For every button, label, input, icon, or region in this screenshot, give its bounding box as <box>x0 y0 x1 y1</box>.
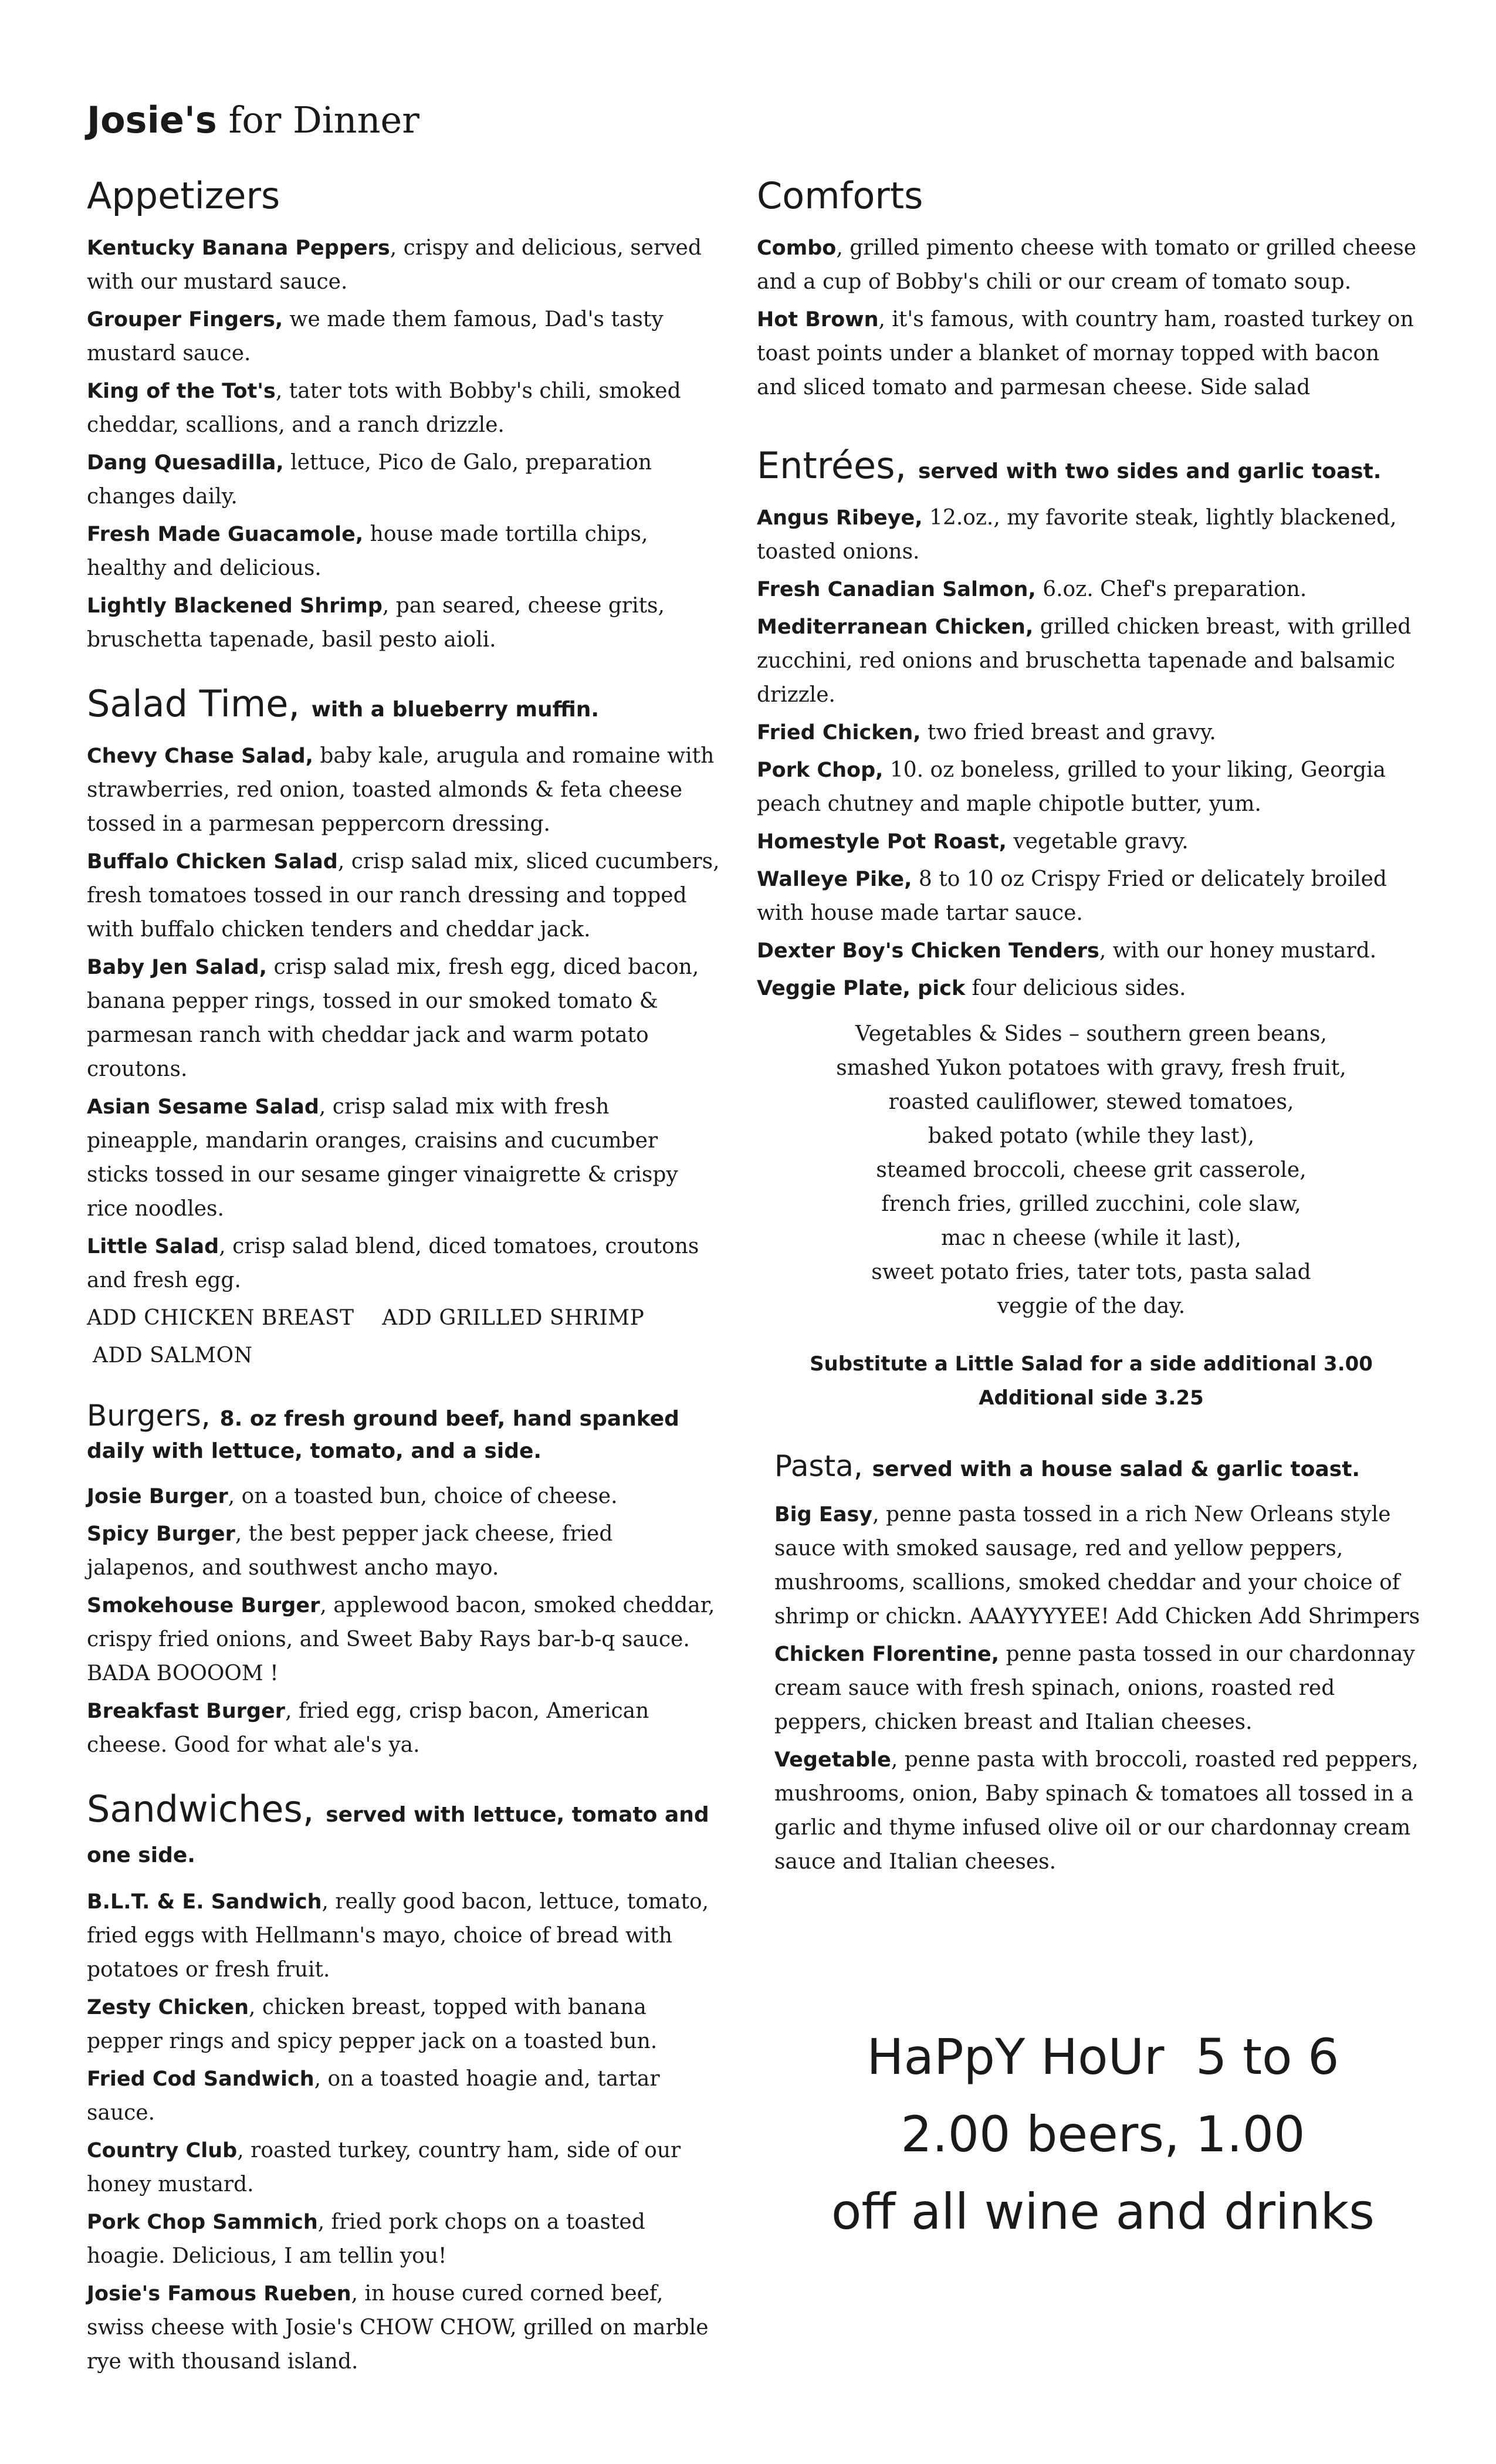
menu-item <box>87 446 720 514</box>
menu-item <box>87 1480 720 1514</box>
menu-item-name: Fresh Canadian Salmon, <box>757 578 1036 602</box>
addons-line: ADD SALMON <box>93 1343 253 1368</box>
section-heading <box>87 176 720 216</box>
menu-item-name: Pork Chop Sammich <box>87 2210 318 2234</box>
menu-item-description: , it's famous, with country ham, roasted turkey on toast points under a blanket of mornay topped with bacon and sliced tomato and parmesan cheese. Side salad <box>757 307 1414 400</box>
heading-subtitle: with a blueberry muffin. <box>311 698 600 722</box>
menu-item-name: Fresh Made Guacamole, <box>87 523 364 547</box>
entrees-list <box>757 501 1426 1006</box>
menu-item-name: Smokehouse Burger <box>87 1594 320 1618</box>
menu-item-name: Vegetable <box>774 1748 891 1772</box>
menu-item-description: , really good bacon, lettuce, tomato, fried eggs with Hellmann's mayo, choice of bread with potatoes or fresh fruit. <box>87 1889 709 1982</box>
left-column <box>87 176 720 2406</box>
page-subtitle: for Dinner <box>228 99 419 141</box>
addons-line: ADD CHICKEN BREAST ADD GRILLED SHRIMP <box>87 1306 645 1331</box>
menu-item-description: , in house cured corned beef, swiss cheese with Josie's CHOW CHOW, grilled on marble rye with thousand island. <box>87 2281 709 2374</box>
menu-item-name: Josie's Famous Rueben <box>87 2282 351 2306</box>
note-line: Additional side 3.25 <box>979 1386 1204 1410</box>
menu-item-name: Grouper Fingers, <box>87 308 283 332</box>
menu-item <box>757 610 1426 712</box>
menu-item <box>757 753 1426 821</box>
menu-item-name: Chicken Florentine, <box>774 1643 1000 1667</box>
heading-title: Pasta, <box>774 1449 863 1484</box>
section-heading <box>87 1400 720 1464</box>
menu-item-name: Dang Quesadilla, <box>87 451 284 475</box>
substitute-note <box>757 1347 1426 1415</box>
menu-item-description: , crispy and delicious, served with our mustard sauce. <box>87 236 702 295</box>
menu-item-description: , crisp salad blend, diced tomatoes, croutons and fresh egg. <box>87 1234 699 1293</box>
menu-item <box>87 845 720 947</box>
menu-item-description: 12.oz., my favorite steak, lightly blackened, toasted onions. <box>757 506 1397 564</box>
menu-item-name: Chevy Chase Salad, <box>87 744 313 769</box>
heading-title: Comforts <box>757 174 923 217</box>
menu-item-description: house made tortilla chips, healthy and delicious. <box>87 522 648 581</box>
menu-item-description: , tater tots with Bobby's chili, smoked cheddar, scallions, and a ranch drizzle. <box>87 379 681 438</box>
comforts-section <box>757 176 1426 405</box>
side-item: french fries, grilled zucchini, cole slaw, <box>881 1192 1301 1217</box>
menu-item <box>774 1637 1426 1739</box>
menu-item <box>87 1517 720 1585</box>
menu-item <box>87 1885 720 1987</box>
note-line: Substitute a Little Salad for a side additional 3.00 <box>810 1352 1373 1376</box>
menu-item <box>757 716 1426 750</box>
menu-item-description: , chicken breast, topped with banana pepper rings and spicy pepper jack on a toasted bun. <box>87 1995 658 2053</box>
side-item: steamed broccoli, cheese grit casserole, <box>876 1158 1307 1183</box>
menu-item <box>87 2205 720 2273</box>
menu-item-name: Asian Sesame Salad <box>87 1095 319 1119</box>
sandwiches-section <box>87 1789 720 2378</box>
menu-item-description: , fried pork chops on a toasted hoagie. Delicious, I am tellin you! <box>87 2209 645 2268</box>
menu-item-name: Fried Chicken, <box>757 721 921 745</box>
menu-item <box>757 573 1426 607</box>
menu-item-name: Spicy Burger <box>87 1522 235 1546</box>
menu-item-description: penne pasta tossed in our chardonnay cream sauce with fresh spinach, onions, roasted red peppers, chicken breast and Italian cheeses. <box>774 1642 1415 1735</box>
menu-item <box>87 517 720 585</box>
menu-item <box>757 303 1426 405</box>
menu-item-name: Fried Cod Sandwich <box>87 2067 314 2091</box>
salad-addons <box>87 1301 720 1373</box>
side-item: sweet potato fries, tater tots, pasta salad <box>871 1260 1311 1285</box>
section-heading <box>87 1789 720 1869</box>
menu-item <box>87 303 720 371</box>
menu-item-description: crisp salad mix, fresh egg, diced bacon, banana pepper rings, tossed in our smoked tomato & parmesan ranch with cheddar jack and warm potato croutons. <box>87 955 699 1082</box>
menu-item-description: , pan seared, cheese grits, bruschetta tapenade, basil pesto aioli. <box>87 594 665 652</box>
side-item: roasted cauliflower, stewed tomatoes, <box>888 1090 1294 1115</box>
menu-item <box>87 1694 720 1762</box>
menu-item <box>87 739 720 841</box>
happy-hour-line: HaPpY HoUr 5 to 6 <box>867 2028 1339 2086</box>
menu-item <box>87 1090 720 1226</box>
menu-item-description: four delicious sides. <box>965 976 1186 1001</box>
menu-item-name: Big Easy <box>774 1503 873 1527</box>
menu-item-name: Hot Brown <box>757 308 879 332</box>
menu-item <box>87 1230 720 1298</box>
sides-list <box>757 1017 1426 1324</box>
menu-item-name: Pork Chop, <box>757 759 884 783</box>
heading-title: Entrées, <box>757 444 907 488</box>
menu-item <box>757 825 1426 859</box>
side-item: smashed Yukon potatoes with gravy, fresh fruit, <box>836 1056 1346 1081</box>
menu-item-name: Lightly Blackened Shrimp <box>87 594 383 618</box>
section-heading <box>87 684 720 724</box>
appetizers-section <box>87 176 720 657</box>
menu-item <box>757 934 1426 968</box>
sandwiches-list <box>87 1885 720 2379</box>
salads-section <box>87 684 720 1373</box>
heading-subtitle: 8. oz fresh ground beef, hand spanked daily with lettuce, tomato, and a side. <box>87 1407 679 1464</box>
menu-item <box>757 972 1426 1006</box>
burgers-section <box>87 1400 720 1762</box>
burgers-list <box>87 1480 720 1762</box>
menu-item-name: Baby Jen Salad, <box>87 956 268 980</box>
happy-hour-line: 2.00 beers, 1.00 <box>901 2106 1305 2163</box>
menu-item-name: Kentucky Banana Peppers <box>87 236 390 260</box>
menu-item <box>87 1991 720 2059</box>
heading-subtitle: served with lettuce, tomato and one side. <box>87 1803 709 1867</box>
appetizers-list <box>87 231 720 657</box>
menu-item-name: Zesty Chicken <box>87 1995 249 2019</box>
menu-item-description: we made them famous, Dad's tasty mustard sauce. <box>87 307 664 366</box>
menu-item-name: Angus Ribeye, <box>757 506 923 530</box>
page-title <box>87 99 419 141</box>
menu-item-name: Josie Burger <box>87 1485 228 1509</box>
menu-item-description: baby kale, arugula and romaine with strawberries, red onion, toasted almonds & feta cheese tossed in a parmesan peppercorn dressing. <box>87 744 715 837</box>
menu-item-name: Dexter Boy's Chicken Tenders <box>757 939 1099 963</box>
menu-item <box>757 231 1426 299</box>
menu-item-description: 10. oz boneless, grilled to your liking, Georgia peach chutney and maple chipotle butter, yum. <box>757 758 1386 817</box>
menu-item-name: B.L.T. & E. Sandwich <box>87 1890 322 1914</box>
happy-hour-banner <box>780 2018 1426 2250</box>
menu-item <box>774 1498 1426 1634</box>
menu-item-description: , the best pepper jack cheese, fried jalapenos, and southwest ancho mayo. <box>87 1522 613 1580</box>
comforts-list <box>757 231 1426 405</box>
heading-title: Appetizers <box>87 174 280 217</box>
pasta-section <box>757 1450 1426 1879</box>
menu-item-name: Mediterranean Chicken, <box>757 615 1034 639</box>
section-heading <box>757 176 1426 216</box>
menu-item-name: Veggie Plate, pick <box>757 977 966 1001</box>
brand-name: Josie's <box>87 99 217 141</box>
entrees-section <box>757 446 1426 1415</box>
side-item: mac n cheese (while it last), <box>941 1226 1241 1251</box>
menu-item <box>87 231 720 299</box>
heading-title: Sandwiches, <box>87 1788 314 1831</box>
menu-item-description: , crisp salad mix with fresh pineapple, mandarin oranges, craisins and cucumber sticks tossed in our sesame ginger vinaigrette & crispy rice noodles. <box>87 1095 678 1221</box>
menu-item-name: Little Salad <box>87 1235 219 1259</box>
menu-item <box>87 374 720 442</box>
menu-item-name: Buffalo Chicken Salad <box>87 850 338 874</box>
menu-item <box>757 501 1426 569</box>
menu-item <box>87 2277 720 2379</box>
menu-item-name: Combo <box>757 236 837 260</box>
menu-item-description: two fried breast and gravy. <box>920 720 1216 745</box>
menu-item-description: lettuce, Pico de Galo, preparation changes daily. <box>87 451 652 509</box>
section-heading <box>774 1450 1426 1483</box>
menu-item-description: , grilled pimento cheese with tomato or grilled cheese and a cup of Bobby's chili or our cream of tomato soup. <box>757 236 1417 295</box>
menu-item-description: , on a toasted hoagie and, tartar sauce. <box>87 2066 660 2125</box>
menu-item-description: , crisp salad mix, sliced cucumbers, fresh tomatoes tossed in our ranch dressing and topped with buffalo chicken tenders and cheddar jack. <box>87 849 720 942</box>
side-item: Vegetables & Sides – southern green beans, <box>855 1022 1327 1047</box>
menu-item-description: 6.oz. Chef's preparation. <box>1035 577 1307 602</box>
heading-title: Salad Time, <box>87 682 300 726</box>
menu-item-description: , fried egg, crisp bacon, American cheese. Good for what ale's ya. <box>87 1699 649 1758</box>
salads-list <box>87 739 720 1298</box>
menu-item-description: , penne pasta tossed in a rich New Orleans style sauce with smoked sausage, red and yellow peppers, mushrooms, scallions, smoked cheddar and your choice of shrimp or chickn. AAAYYYYEE! Add Chicken Add Shrimpers <box>774 1502 1420 1629</box>
menu-item <box>87 950 720 1087</box>
pasta-list <box>774 1498 1426 1879</box>
menu-item-description: grilled chicken breast, with grilled zucchini, red onions and bruschetta tapenade and balsamic drizzle. <box>757 615 1412 708</box>
right-column <box>757 176 1426 1906</box>
menu-item-description: , penne pasta with broccoli, roasted red peppers, mushrooms, onion, Baby spinach & tomatoes all tossed in a garlic and thyme infused olive oil or our chardonnay cream sauce and Italian cheeses. <box>774 1748 1419 1874</box>
happy-hour-line: off all wine and drinks <box>831 2183 1375 2240</box>
menu-item-description: vegetable gravy. <box>1006 830 1189 854</box>
menu-item-name: Walleye Pike, <box>757 868 912 892</box>
menu-item <box>774 1743 1426 1879</box>
heading-subtitle: served with two sides and garlic toast. <box>918 459 1382 484</box>
menu-item-description: , on a toasted bun, choice of cheese. <box>228 1484 618 1509</box>
section-heading <box>757 446 1426 486</box>
menu-item <box>87 2062 720 2130</box>
menu-item-name: Breakfast Burger <box>87 1700 286 1724</box>
side-item: baked potato (while they last), <box>928 1124 1255 1149</box>
menu-item-description: 8 to 10 oz Crispy Fried or delicately broiled with house made tartar sauce. <box>757 867 1387 926</box>
heading-title: Burgers, <box>87 1399 211 1433</box>
menu-item <box>87 589 720 657</box>
menu-item-name: King of the Tot's <box>87 380 276 404</box>
menu-item <box>87 1589 720 1691</box>
menu-item-description: , applewood bacon, smoked cheddar, crispy fried onions, and Sweet Baby Rays bar-b-q sauce. BADA BOOOOM ! <box>87 1593 715 1686</box>
menu-item <box>87 2134 720 2202</box>
menu-item-name: Country Club <box>87 2138 238 2162</box>
menu-item-description: , roasted turkey, country ham, side of our honey mustard. <box>87 2138 681 2196</box>
menu-item-name: Homestyle Pot Roast, <box>757 830 1007 854</box>
heading-subtitle: served with a house salad & garlic toast. <box>872 1457 1360 1482</box>
menu-item <box>757 862 1426 930</box>
side-item: veggie of the day. <box>997 1294 1186 1319</box>
menu-item-description: , with our honey mustard. <box>1099 939 1377 963</box>
